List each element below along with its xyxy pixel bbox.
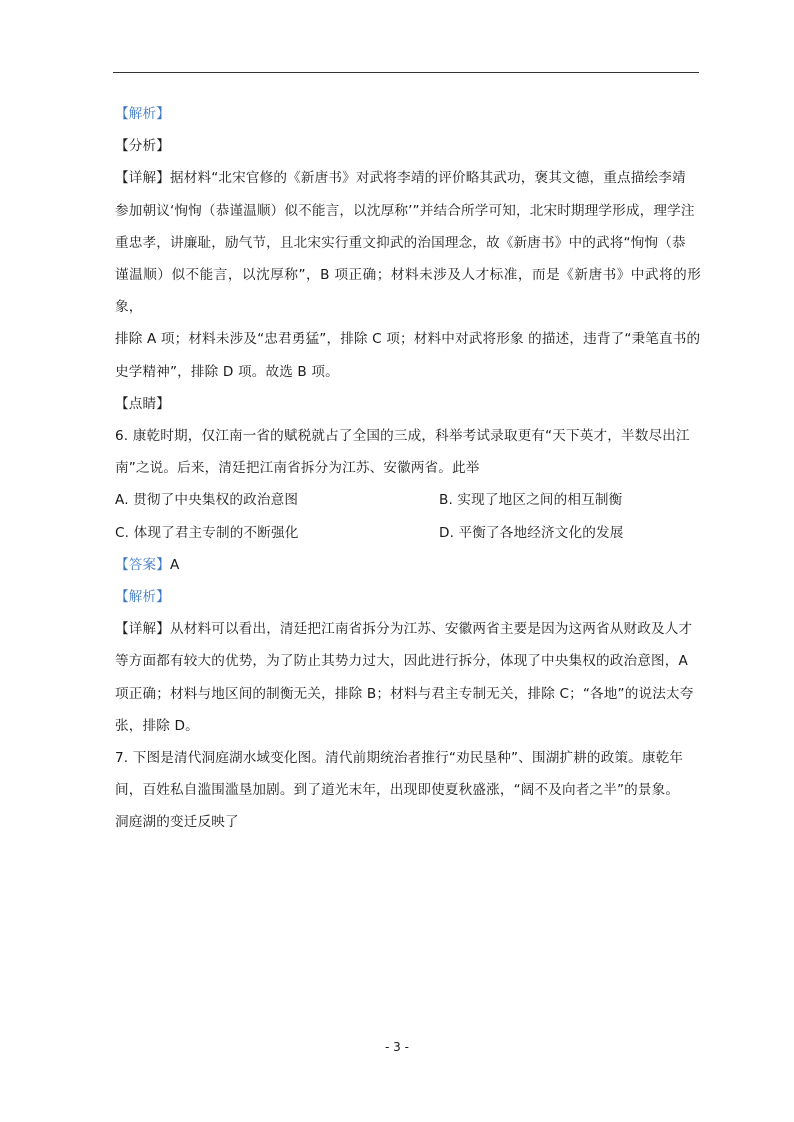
tag-xiangjie: 【详解】 bbox=[115, 170, 170, 187]
q5-detail-line bbox=[115, 162, 701, 194]
q7-stem bbox=[115, 742, 701, 839]
q6-detail-line: 项正确；材料与地区间的制衡无关，排除 B；材料与君主专制无关，排除 C；“各地”的说法太夸 bbox=[115, 685, 694, 702]
q5-detail-line: 谨温顺）似不能言，以沈厚称”，B 项正确；材料未涉及人才标准，而是《新唐书》中武将的形象， bbox=[115, 267, 701, 316]
q6-answer-value: A bbox=[169, 556, 180, 573]
q6-stem-line: 6. 康乾时期，仅江南一省的赋税就占了全国的三成，科举考试录取更有“天下英才，半数尽出江 bbox=[115, 428, 690, 445]
q6-detail-line-text: 从材料可以看出，清廷把江南省拆分为江苏、安徽两省主要是因为这两省从财政及人才 bbox=[169, 621, 693, 638]
q5-detail-line: 排除 A 项；材料未涉及“忠君勇猛”，排除 C 项；材料中对武将形象 的描述，违背了“秉笔直书的 bbox=[115, 331, 701, 348]
tag-jiexi: 【解析】 bbox=[115, 589, 170, 606]
q7-stem-line: 洞庭湖的变迁反映了 bbox=[115, 814, 239, 831]
q7-stem-line: 间，百姓私自滥围滥垦加剧。到了道光末年，出现即使夏秋盛涨，“阔不及向者之半”的景象。 bbox=[115, 782, 680, 799]
q6-stem bbox=[115, 420, 701, 484]
q6-option-d: D. 平衡了各地经济文化的发展 bbox=[439, 524, 624, 541]
tag-xiangjie: 【详解】 bbox=[115, 621, 170, 638]
page-number: - 3 - bbox=[385, 1040, 409, 1054]
q7-stem-line: 7. 下图是清代洞庭湖水域变化图。清代前期统治者推行“劝民垦种”、围湖扩耕的政策。康乾年 bbox=[115, 750, 684, 767]
tag-daan: 【答案】 bbox=[115, 556, 170, 573]
tag-dianjing: 【点睛】 bbox=[115, 395, 170, 412]
tag-fenxi: 【分析】 bbox=[115, 138, 170, 155]
q6-options bbox=[115, 484, 701, 548]
q6-answer bbox=[115, 549, 701, 581]
q5-detail-line-text: 据材料“北宋官修的《新唐书》对武将李靖的评价略其武功，褒其文德，重点描绘李靖 bbox=[169, 170, 686, 187]
q5-detail-line: 重忠孝，讲廉耻，励气节，且北宋实行重文抑武的治国理念，故《新唐书》中的武将“恂恂（恭 bbox=[115, 234, 686, 251]
page-content bbox=[115, 98, 701, 839]
q6-stem-line: 南”之说。后来，清廷把江南省拆分为江苏、安徽两省。此举 bbox=[115, 460, 480, 477]
q6-detail bbox=[115, 613, 701, 742]
q5-dianjing-tag bbox=[115, 388, 701, 420]
q6-option-a: A. 贯彻了中央集权的政治意图 bbox=[115, 492, 299, 509]
q6-detail-line: 张，排除 D。 bbox=[115, 717, 199, 734]
q6-detail-line: 等方面都有较大的优势，为了防止其势力过大，因此进行拆分，体现了中央集权的政治意图，A bbox=[115, 653, 688, 670]
q6-option-b: B. 实现了地区之间的相互制衡 bbox=[439, 492, 623, 509]
tag-jiexi: 【解析】 bbox=[115, 106, 170, 122]
q5-fenxi-tag bbox=[115, 130, 701, 162]
q5-analysis-tag bbox=[115, 98, 701, 130]
q5-detail-line: 史学精神”，排除 D 项。故选 B 项。 bbox=[115, 363, 339, 380]
q6-detail-line bbox=[115, 613, 701, 645]
q5-detail bbox=[115, 162, 701, 387]
q6-analysis-tag bbox=[115, 581, 701, 613]
header-rule bbox=[113, 72, 699, 73]
q5-detail-line: 参加朝议‘恂恂（恭谨温顺）似不能言，以沈厚称’”并结合所学可知，北宋时期理学形成，理学注 bbox=[115, 202, 695, 219]
q6-option-c: C. 体现了君主专制的不断强化 bbox=[115, 524, 299, 541]
